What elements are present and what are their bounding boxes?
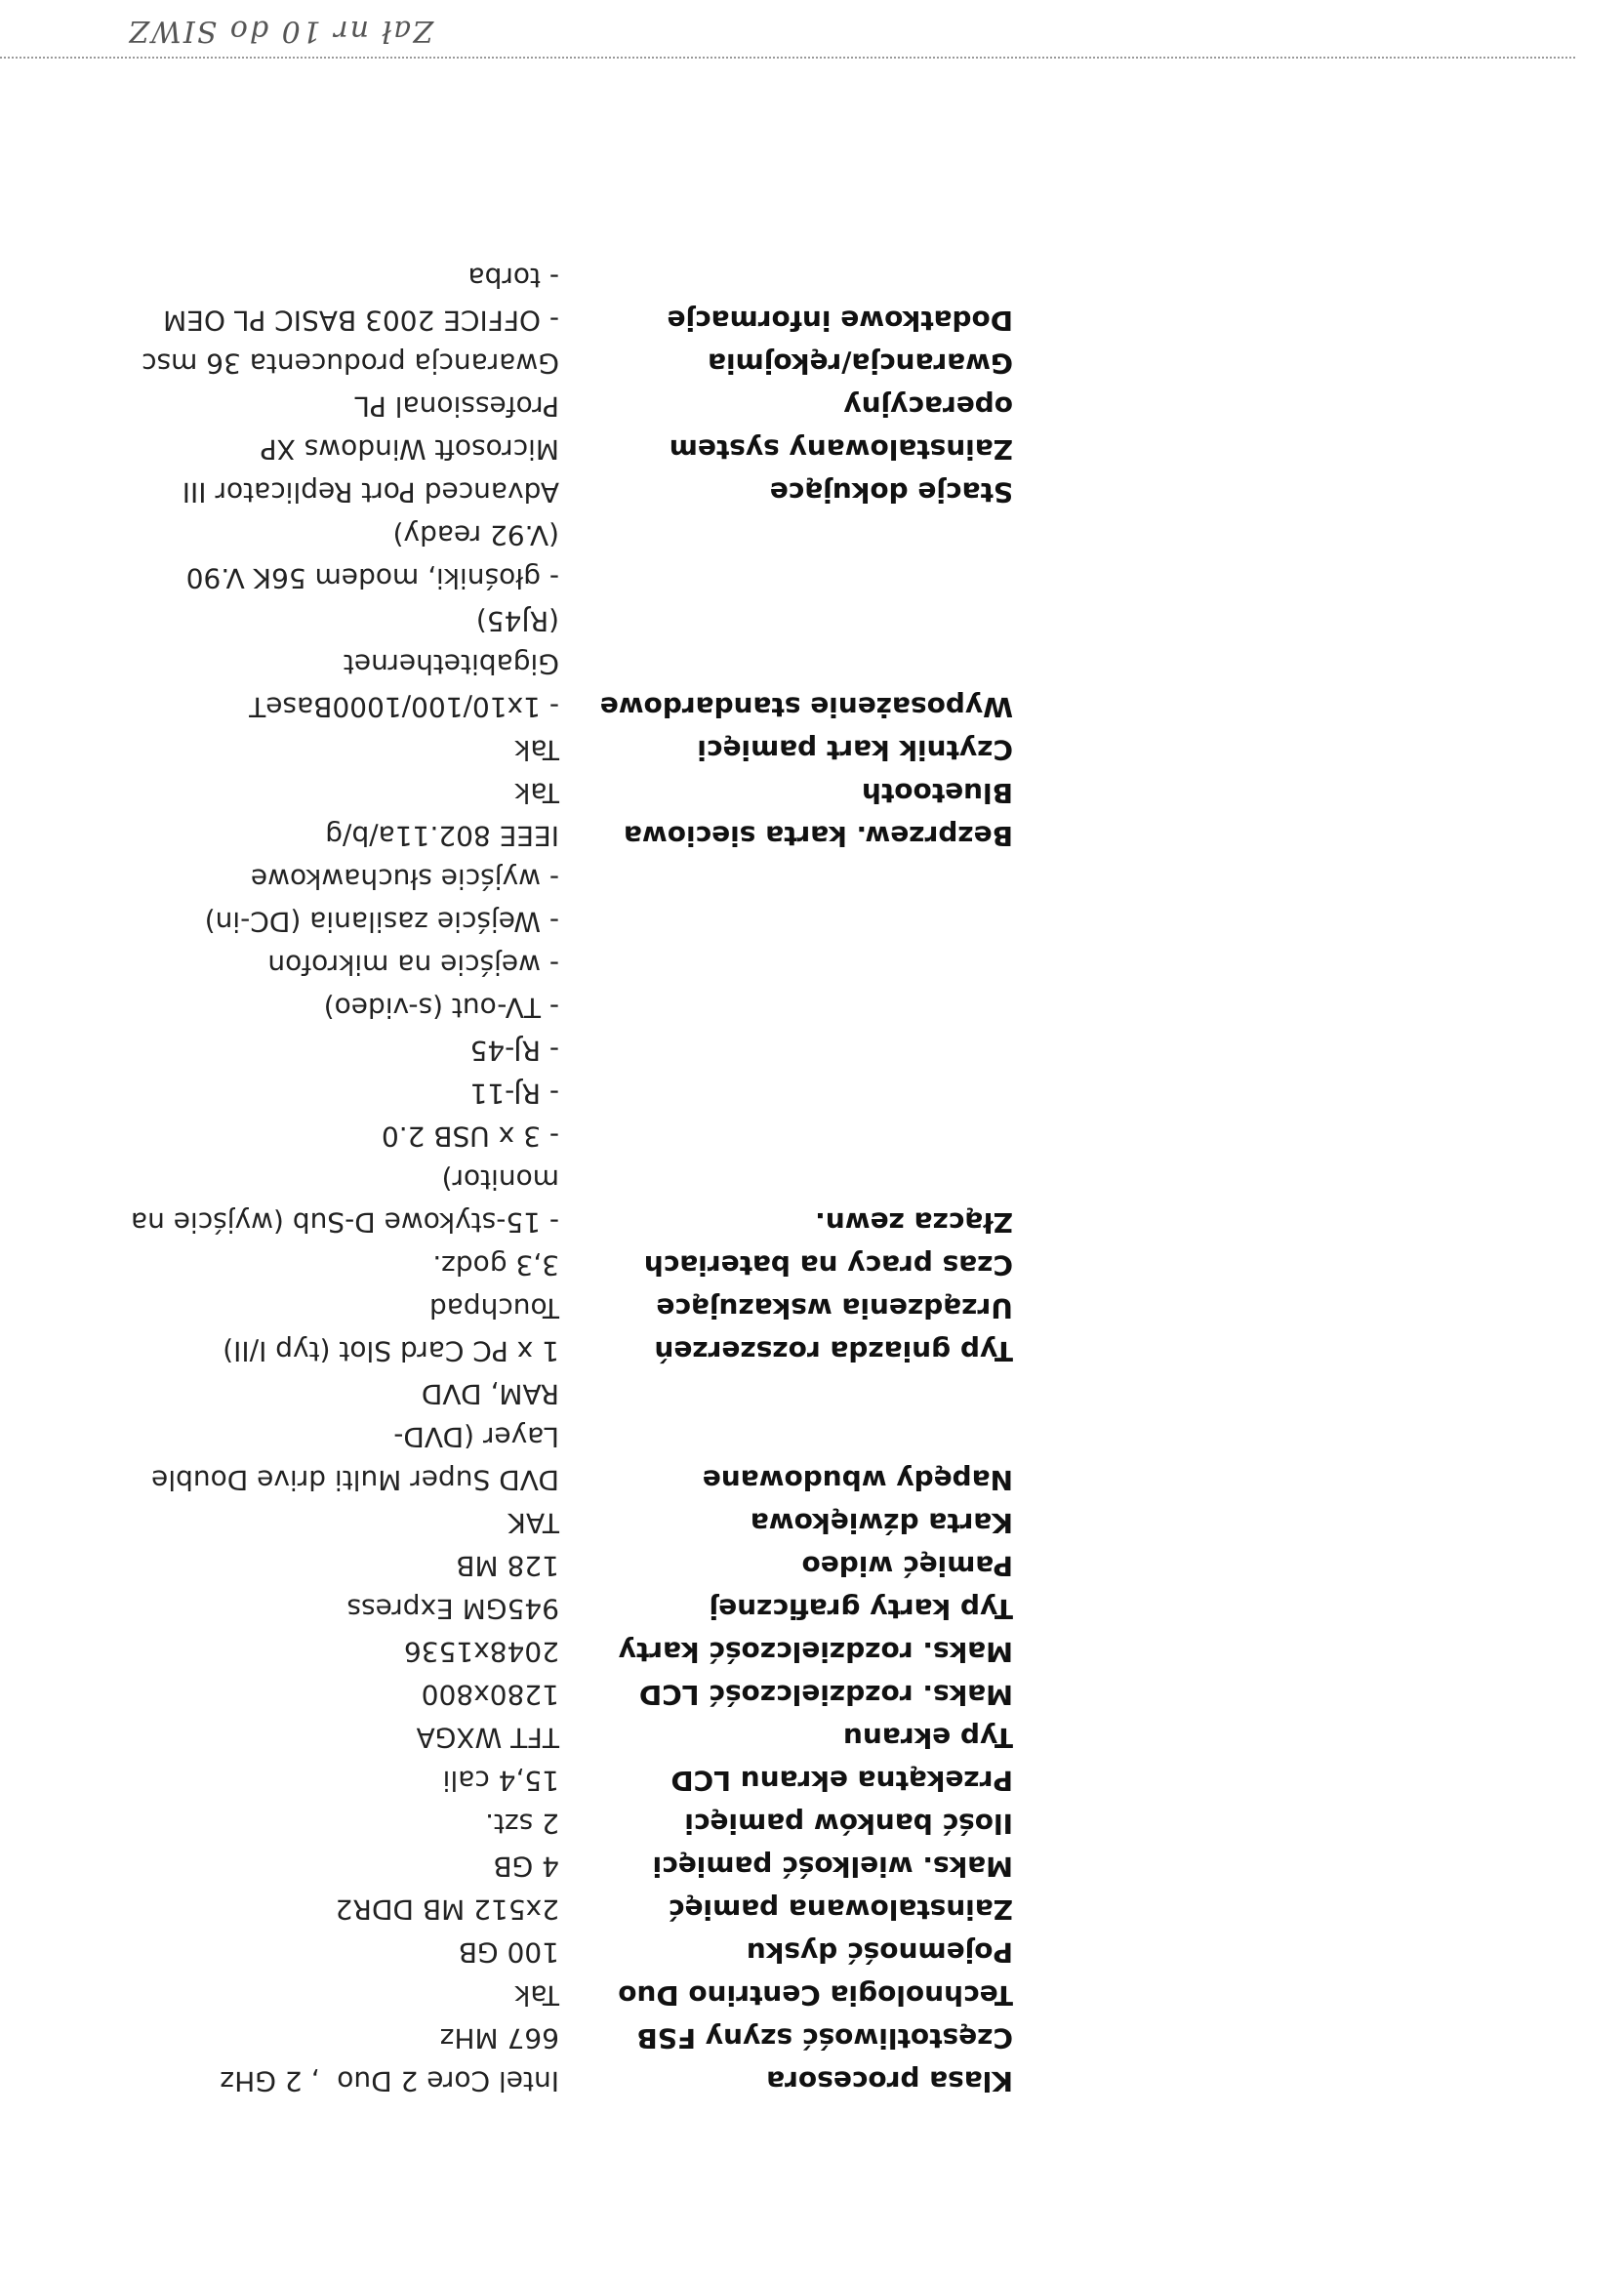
- spec-value: [115, 1888, 559, 1931]
- spec-row: [115, 1286, 1013, 1329]
- spec-value: [115, 513, 559, 728]
- spec-value-line: RAM, DVD: [421, 1378, 559, 1410]
- spec-label: Zainstalowana pamięć: [668, 1893, 1013, 1926]
- spec-value-line: Microsoft Windows XP Professional PL: [251, 390, 559, 466]
- spec-value-line: Gwarancja producenta 36 msc: [142, 347, 559, 380]
- spec-row: [115, 1630, 1013, 1673]
- spec-row: [115, 1931, 1013, 1973]
- spec-value-line: 15,4 cali: [442, 1765, 559, 1797]
- spec-value: [115, 1630, 559, 1673]
- spec-row: [115, 513, 1013, 728]
- spec-label: Bezprzew. karta sieciowa: [623, 820, 1013, 852]
- scan-edge-line: [0, 57, 1575, 59]
- spec-value-line: 2x512 MB DDR2: [335, 1893, 559, 1926]
- spec-row: [115, 2016, 1013, 2059]
- spec-value-line: 3,3 godz.: [432, 1249, 559, 1281]
- spec-label: Napędy wbudowane: [702, 1464, 1013, 1496]
- spec-label: Technologia Centrino Duo: [618, 1979, 1013, 2012]
- spec-row: [115, 1973, 1013, 2016]
- spec-label: Pamięć wideo: [801, 1550, 1013, 1582]
- spec-label: Złącza zewn.: [815, 1206, 1013, 1239]
- spec-value-line: 2 szt.: [485, 1808, 559, 1840]
- spec-value: [115, 256, 559, 342]
- spec-value-line: TAK: [508, 1507, 559, 1539]
- spec-value-line: Tak: [514, 734, 559, 766]
- spec-row: [115, 814, 1013, 857]
- spec-value-line: TFT WXGA: [416, 1722, 559, 1754]
- spec-label: Pojemność dysku: [746, 1936, 1013, 1969]
- spec-label: Typ karty graficznej: [709, 1593, 1013, 1625]
- spec-row: [115, 2059, 1013, 2102]
- spec-label: Przekątna ekranu LCD: [670, 1765, 1013, 1797]
- spec-label: Typ gniazda rozszerzeń: [654, 1335, 1013, 1367]
- spec-value: [115, 1329, 559, 1372]
- spec-row: [115, 1329, 1013, 1372]
- spec-value-line: - torba: [467, 262, 559, 294]
- spec-value: [115, 1931, 559, 1973]
- spec-label: Częstotliwość szyny FSB: [636, 2022, 1013, 2054]
- spec-row: [115, 342, 1013, 385]
- spec-value: [115, 1673, 559, 1716]
- spec-value-line: - RJ-11: [469, 1078, 559, 1110]
- spec-value: [115, 1716, 559, 1759]
- spec-row: [115, 1716, 1013, 1759]
- spec-value-line: Advanced Port Replicator III: [182, 476, 559, 508]
- spec-row: [115, 1372, 1013, 1501]
- spec-value: [115, 857, 559, 1243]
- spec-value-line: - TV-out (s-video): [323, 992, 559, 1024]
- spec-label: Ilość banków pamięci: [684, 1808, 1013, 1840]
- spec-row: [115, 1673, 1013, 1716]
- spec-value-line: 1280x800: [421, 1679, 559, 1711]
- spec-value-line: - 1x10/100/1000BaseT Gigabitethernet: [240, 648, 559, 723]
- spec-value-line: - 3 x USB 2.0: [381, 1120, 559, 1153]
- spec-row: [115, 1802, 1013, 1845]
- spec-value-line: - 15-stykowe D-Sub (wyjście na monitor): [122, 1163, 559, 1239]
- spec-value: [115, 1845, 559, 1888]
- spec-value: [115, 1802, 559, 1845]
- spec-label: Wyposażenie standardowe: [599, 691, 1013, 723]
- spec-row: [115, 728, 1013, 771]
- spec-row: [115, 385, 1013, 470]
- spec-value: [115, 1243, 559, 1286]
- spec-value-line: 100 GB: [458, 1936, 559, 1969]
- spec-value-line: DVD Super Multi drive Double Layer (DVD-: [142, 1421, 559, 1496]
- spec-row: [115, 1587, 1013, 1630]
- spec-label: Czas pracy na bateriach: [643, 1249, 1013, 1281]
- spec-value: [115, 1286, 559, 1329]
- spec-value-line: 2048x1536: [403, 1636, 559, 1668]
- spec-value-line: 945GM Express: [346, 1593, 559, 1625]
- spec-value: [115, 771, 559, 814]
- spec-value: [115, 1759, 559, 1802]
- spec-row: [115, 1888, 1013, 1931]
- spec-label: Maks. wielkość pamięci: [652, 1851, 1013, 1883]
- spec-value-line: 1 x PC Card Slot (typ I/II): [223, 1335, 559, 1367]
- spec-value: [115, 1973, 559, 2016]
- spec-value-line: - wejście na mikrofon: [267, 949, 559, 981]
- spec-value: [115, 385, 559, 470]
- spec-value: [115, 2059, 559, 2102]
- spec-value-line: Intel Core 2 Duo , 2 GHz: [220, 2065, 559, 2097]
- spec-row: [115, 1845, 1013, 1888]
- spec-label: Klasa procesora: [766, 2065, 1013, 2097]
- spec-value-line: 667 MHz: [439, 2022, 559, 2054]
- spec-table: [115, 256, 1013, 2102]
- spec-value: [115, 1587, 559, 1630]
- spec-value: [115, 342, 559, 385]
- spec-value-line: Tak: [514, 777, 559, 809]
- spec-row: [115, 857, 1013, 1243]
- spec-value-line: - OFFICE 2003 BASIC PL OEM: [163, 305, 559, 337]
- spec-label: Gwarancja/rękojmia: [708, 347, 1013, 380]
- spec-row: [115, 1501, 1013, 1544]
- spec-label: Typ ekranu: [842, 1722, 1013, 1754]
- spec-value: [115, 2016, 559, 2059]
- spec-row: [115, 1544, 1013, 1587]
- spec-value-line: 128 MB: [456, 1550, 559, 1582]
- spec-label: Bluetooth: [861, 777, 1013, 809]
- spec-value: [115, 728, 559, 771]
- spec-label: Stacje dokujące: [769, 476, 1013, 508]
- spec-value-line: - głośniki, modem 56K V.90 (V.92 ready): [177, 519, 559, 594]
- spec-row: [115, 1759, 1013, 1802]
- spec-label: Karta dźwiękowa: [750, 1507, 1013, 1539]
- spec-value-line: 4 GB: [493, 1851, 559, 1883]
- spec-row: [115, 256, 1013, 342]
- spec-value-line: (RJ45): [475, 605, 559, 637]
- handwritten-annotation: Zał nr 10 do SIWZ: [127, 14, 433, 48]
- spec-value-line: - RJ-45: [469, 1035, 559, 1067]
- spec-value-line: Tak: [514, 1979, 559, 2012]
- spec-row: [115, 470, 1013, 513]
- spec-value: [115, 1501, 559, 1544]
- spec-value-line: IEEE 802.11a/b/g: [325, 820, 559, 852]
- spec-value: [115, 1544, 559, 1587]
- spec-label: Zainstalowany system operacyjny: [669, 390, 1013, 466]
- spec-row: [115, 1243, 1013, 1286]
- spec-row: [115, 771, 1013, 814]
- spec-label: Dodatkowe informacje: [667, 305, 1013, 337]
- spec-value: [115, 1372, 559, 1501]
- spec-label: Maks. rozdzielczość LCD: [638, 1679, 1013, 1711]
- spec-value: [115, 470, 559, 513]
- spec-label: Urządzenia wskazujące: [656, 1292, 1013, 1324]
- spec-value-line: Touchpad: [428, 1292, 559, 1324]
- spec-label: Czytnik kart pamięci: [697, 734, 1013, 766]
- spec-value: [115, 814, 559, 857]
- spec-label: Maks. rozdzielczość karty: [618, 1636, 1013, 1668]
- spec-value-line: - Wejście zasilania (DC-in): [204, 906, 559, 938]
- spec-value-line: - wyjście słuchawkowe: [250, 863, 559, 895]
